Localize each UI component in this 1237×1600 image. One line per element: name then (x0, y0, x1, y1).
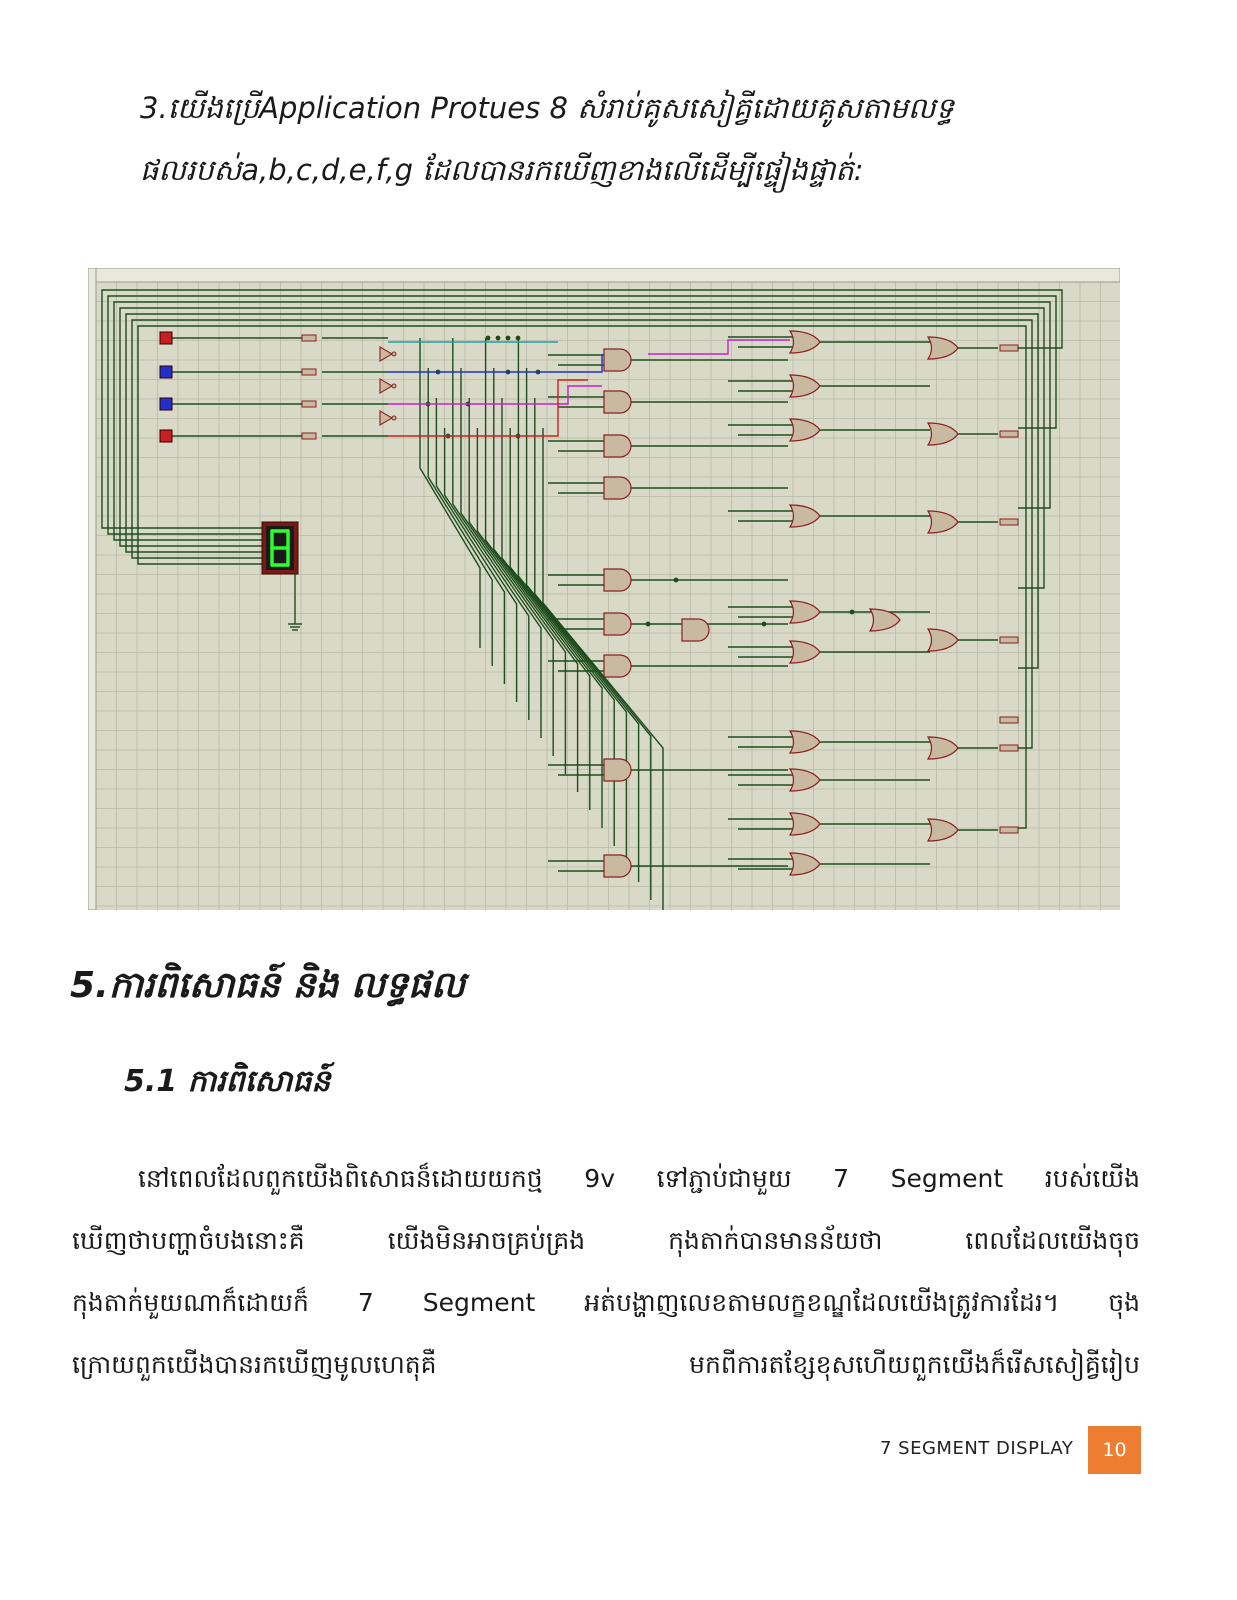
circuit-schematic-figure (88, 268, 1120, 910)
and-gate-middle (682, 619, 709, 641)
not-gate-bubble (392, 352, 396, 356)
wire-junction (506, 336, 511, 341)
seven-segment-display (262, 522, 298, 574)
circuit-schematic (88, 268, 1120, 910)
paragraph-line-1: នៅពេលដែលពួកយើងពិសោធន៏ដោយយកថ្ម 9v ទៅភ្ជាប់ជាមួយ 7 Segment របស់យើង (138, 1164, 1140, 1193)
paragraph-line-3: កុងតាក់មួយណាក៏ដោយក៏ 7 Segment អត់បង្ហាញលេខតាមលក្ខខណ្ឌដែលយើងត្រូវការដែរ។ ចុង (72, 1288, 1140, 1317)
display-digit: 8 (280, 554, 281, 555)
intro-line-1: 3.យើងប្រើApplication Protues 8 សំរាប់គូសសៀគ្វីដោយគូសតាមលទ្ធ (140, 91, 954, 125)
wire-junction (762, 622, 767, 627)
intro-line-2: ផលរបស់a,b,c,d,e,f,g ដែលបានរកឃើញខាងលើដើម្បីផ្ទៀងផ្ទាត់: (140, 153, 864, 187)
input-resistor (302, 433, 316, 439)
not-gate-bubble (392, 384, 396, 388)
wire-junction (646, 622, 651, 627)
and-gate (604, 613, 631, 635)
section-heading: 5.ការពិសោធន៍ និង លទ្ធផល (70, 965, 466, 1006)
footer-title: 7 SEGMENT DISPLAY (880, 1438, 1074, 1459)
logic-input-toggle (160, 366, 172, 378)
logic-input-toggle (160, 430, 172, 442)
output-resistor (1000, 827, 1018, 833)
body-paragraph (72, 1148, 1140, 1396)
logic-input-toggle (160, 398, 172, 410)
and-gate (604, 477, 631, 499)
paragraph-line-4: ក្រោយពួកយើងបានរកឃើញមូលហេតុគឺ មកពីការតខ្សែខុសហើយពួកយើងក៏រើសសៀគ្វីរៀប (72, 1350, 1140, 1379)
schematic-left-ruler (88, 268, 96, 910)
output-resistor (1000, 717, 1018, 723)
input-resistor (302, 369, 316, 375)
output-resistor (1000, 345, 1018, 351)
and-gate (604, 655, 631, 677)
page-number: 10 (1088, 1426, 1141, 1474)
and-gate (604, 759, 631, 781)
input-resistor (302, 401, 316, 407)
wire-junction (674, 578, 679, 583)
wire-junction (486, 336, 491, 341)
subsection-heading: 5.1 ការពិសោធន៍ (124, 1064, 331, 1099)
not-gate-bubble (392, 416, 396, 420)
wire-junction (850, 610, 855, 615)
intro-text (140, 84, 1100, 208)
output-resistor (1000, 431, 1018, 437)
and-gate (604, 391, 631, 413)
and-gate (604, 349, 631, 371)
wire-junction (516, 336, 521, 341)
schematic-top-ruler (88, 268, 1120, 282)
wire-junction (496, 336, 501, 341)
output-resistor (1000, 519, 1018, 525)
output-resistor (1000, 745, 1018, 751)
output-resistor (1000, 637, 1018, 643)
paragraph-line-2: ឃើញថាបញ្ហាចំបងនោះគឺ យើងមិនអាចគ្រប់គ្រង កុងតាក់បានមានន័យថា ពេលដែលយើងចុច (72, 1226, 1140, 1255)
logic-input-toggle (160, 332, 172, 344)
and-gate (604, 855, 631, 877)
and-gate (604, 569, 631, 591)
input-resistor (302, 335, 316, 341)
and-gate (604, 435, 631, 457)
